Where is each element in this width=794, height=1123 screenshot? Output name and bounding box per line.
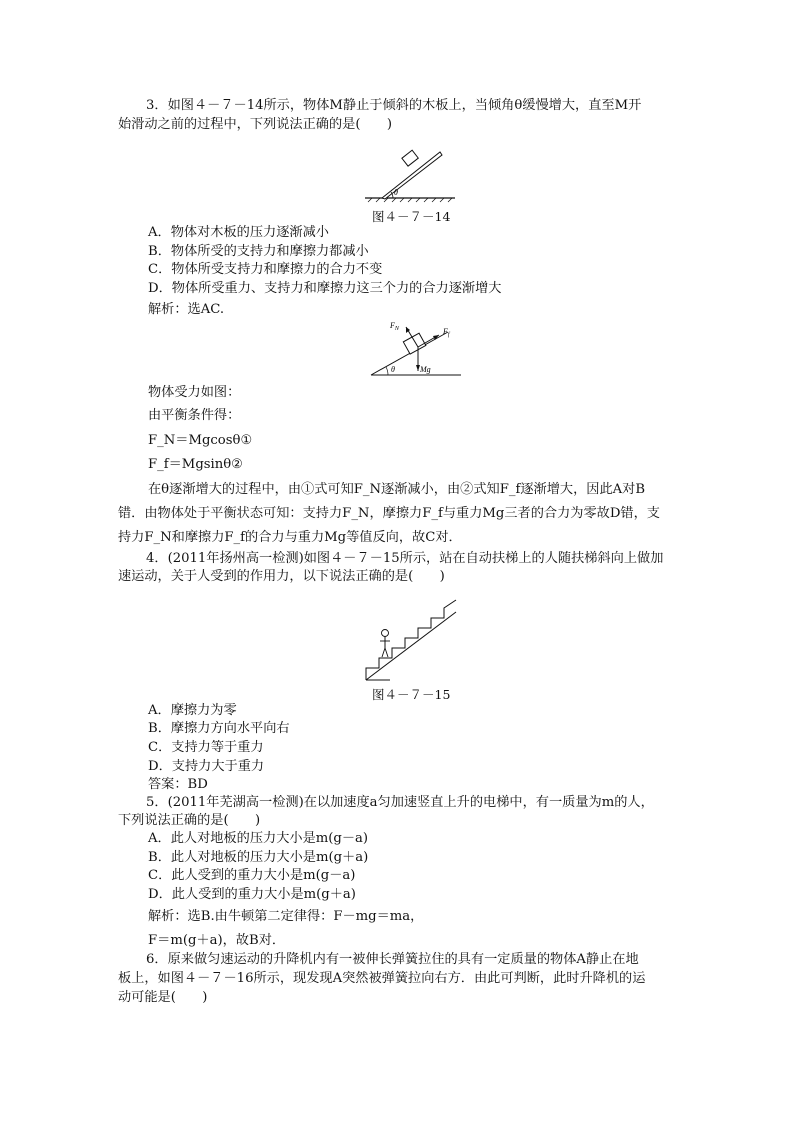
ff-letter: F	[443, 327, 448, 336]
q4-option-c: C．支持力等于重力	[148, 740, 264, 755]
block-m	[402, 150, 418, 166]
q3-option-a: A．物体对木板的压力逐渐减小	[148, 225, 329, 240]
q5-option-c: C．此人受到的重力大小是m(g－a)	[148, 868, 356, 883]
block	[403, 333, 426, 354]
escalator-steps	[366, 600, 456, 680]
q3-explain-2: 由平衡条件得：	[148, 408, 241, 423]
q5-answer-2: F＝m(g＋a)，故B对．	[148, 933, 286, 948]
q3-answer: 解析：选AC.	[148, 302, 225, 317]
q4-answer: 答案：BD	[148, 777, 208, 792]
ff-subscript: f	[447, 332, 450, 338]
q4-escalator-figure	[360, 598, 460, 682]
q3-option-c: C．物体所受支持力和摩擦力的合力不变	[148, 262, 383, 277]
mg-label: Mg	[420, 365, 431, 374]
q5-answer-1: 解析：选B.由牛顿第二定律得：F－mg＝ma，	[148, 909, 424, 924]
q3-incline-figure	[360, 142, 460, 204]
q5-stem-line1: 5．(2011年芜湖高一检测)在以加速度a匀加速竖直上升的电梯中，有一质量为m的人，	[146, 795, 654, 810]
q3-equation-2: F_f＝Mgsinθ②	[148, 457, 243, 472]
theta-label: θ	[391, 365, 395, 374]
q4-option-b: B．摩擦力方向水平向右	[148, 721, 290, 736]
q4-option-d: D．支持力大于重力	[148, 759, 265, 774]
q3-explain-1: 物体受力如图：	[148, 385, 241, 400]
q4-stem-line2: 速运动，关于人受到的作用力，以下说法正确的是( )	[118, 569, 445, 584]
q4-figure-caption: 图４－７－15	[372, 687, 451, 702]
q6-stem-line1: 6．原来做匀速运动的升降机内有一被伸长弹簧拉住的具有一定质量的物体A静止在地	[146, 952, 639, 967]
q3-figure-caption: 图４－７－14	[372, 209, 451, 224]
q3-explain-3: 在θ逐渐增大的过程中，由①式可知F_N逐渐减小，由②式知F_f逐渐增大，因此A对B	[148, 482, 646, 497]
q3-equation-1: F_N＝Mgcosθ①	[148, 433, 253, 448]
q3-stem-line2: 始滑动之前的过程中，下列说法正确的是( )	[118, 117, 393, 132]
q5-option-a: A．此人对地板的压力大小是m(g－a)	[148, 831, 369, 846]
q3-explain-4: 错．由物体处于平衡状态可知：支持力F_N，摩擦力F_f与重力Mg三者的合力为零故D错，支	[118, 506, 660, 521]
fn-label	[389, 321, 400, 332]
q3-force-diagram	[368, 318, 468, 380]
q5-option-d: D．此人受到的重力大小是m(g＋a)	[148, 887, 356, 902]
fn-letter: F	[390, 321, 395, 330]
q4-stem-line1: 4．(2011年扬州高一检测)如图４－７－15所示，站在自动扶梯上的人随扶梯斜向上做加	[146, 551, 664, 566]
fn-subscript: N	[394, 326, 399, 332]
person-figure	[380, 630, 390, 658]
theta-arc	[386, 367, 388, 375]
ff-label	[442, 327, 451, 338]
q5-stem-line2: 下列说法正确的是( )	[118, 813, 261, 828]
angle-theta-label: θ	[394, 188, 398, 197]
q3-option-d: D．物体所受重力、支持力和摩擦力这三个力的合力逐渐增大	[148, 281, 502, 296]
q3-stem-line1: 3．如图４－７－14所示，物体M静止于倾斜的木板上，当倾角θ缓慢增大，直至M开	[146, 98, 642, 113]
hatched-ground	[365, 198, 455, 202]
q6-stem-line2: 板上，如图４－７－16所示，现发现A突然被弹簧拉向右方．由此可判断，此时升降机的运	[118, 971, 646, 986]
q3-option-b: B．物体所受的支持力和摩擦力都减小	[148, 244, 369, 259]
q6-stem-line3: 动可能是( )	[118, 990, 208, 1005]
q4-option-a: A．摩擦力为零	[148, 703, 237, 718]
q5-option-b: B．此人对地板的压力大小是m(g＋a)	[148, 850, 369, 865]
escalator-base	[366, 612, 456, 680]
q3-explain-5: 持力F_N和摩擦力F_f的合力与重力Mg等值反向，故C对．	[118, 530, 462, 545]
